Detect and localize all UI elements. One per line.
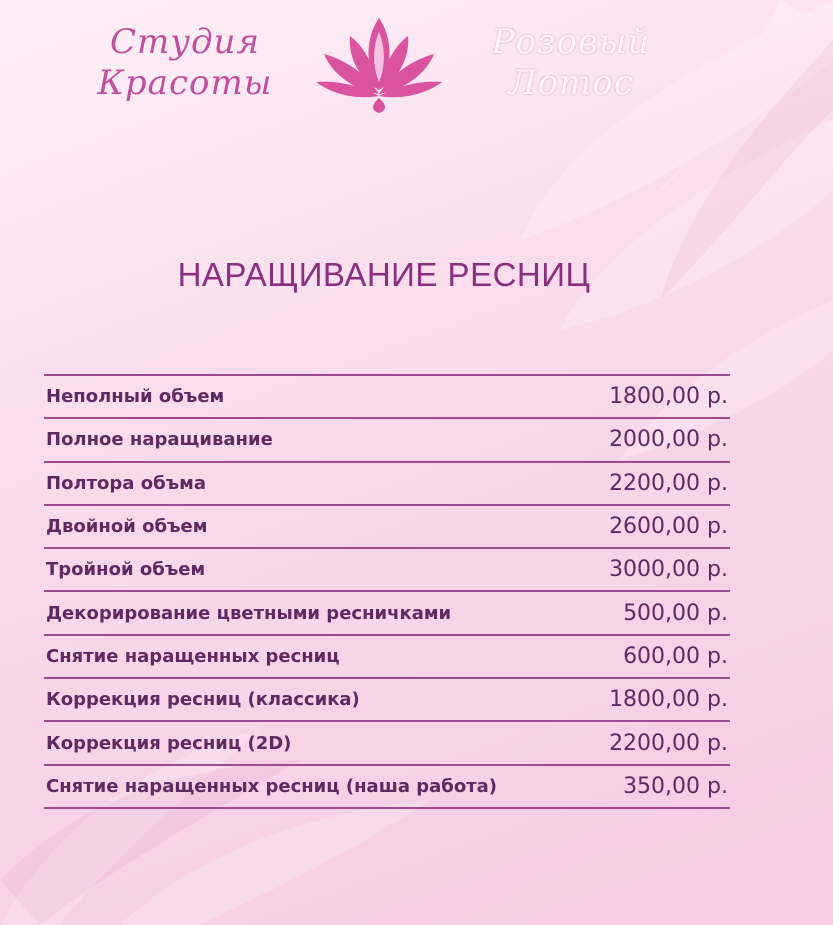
brand-name-right: Розовый Лотос [491,22,651,103]
service-price: 3000,00 р. [609,557,728,583]
service-name: Снятие наращенных ресниц [46,645,340,667]
price-row [44,766,730,809]
brand-name-left: Студия Красоты [97,22,273,103]
service-price: 2200,00 р. [609,730,728,756]
service-price: 1800,00 р. [609,384,728,410]
service-price: 1800,00 р. [609,687,728,713]
price-row [44,376,730,419]
price-row [44,549,730,592]
service-price: 2000,00 р. [609,427,728,453]
price-row [44,636,730,679]
page-title: НАРАЩИВАНИЕ РЕСНИЦ [177,256,591,293]
lotus-icon [314,14,444,114]
price-row [44,592,730,635]
service-name: Тройной объем [46,559,206,581]
service-price: 2200,00 р. [609,470,728,496]
price-row [44,419,730,462]
service-name: Полтора объма [46,472,207,494]
service-price: 600,00 р. [623,643,728,669]
price-table [44,374,730,809]
price-row [44,506,730,549]
service-name: Неполный объем [46,386,225,408]
service-name: Декорирование цветными ресничками [46,602,452,624]
service-name: Двойной объем [46,516,208,538]
price-row [44,463,730,506]
service-price: 350,00 р. [623,773,728,799]
service-name: Полное наращивание [46,429,273,451]
service-name: Коррекция ресниц (классика) [46,689,360,711]
service-name: Снятие наращенных ресниц (наша работа) [46,775,498,797]
price-row [44,722,730,765]
service-price: 2600,00 р. [609,514,728,540]
price-row [44,679,730,722]
service-name: Коррекция ресниц (2D) [46,732,292,754]
service-price: 500,00 р. [623,600,728,626]
